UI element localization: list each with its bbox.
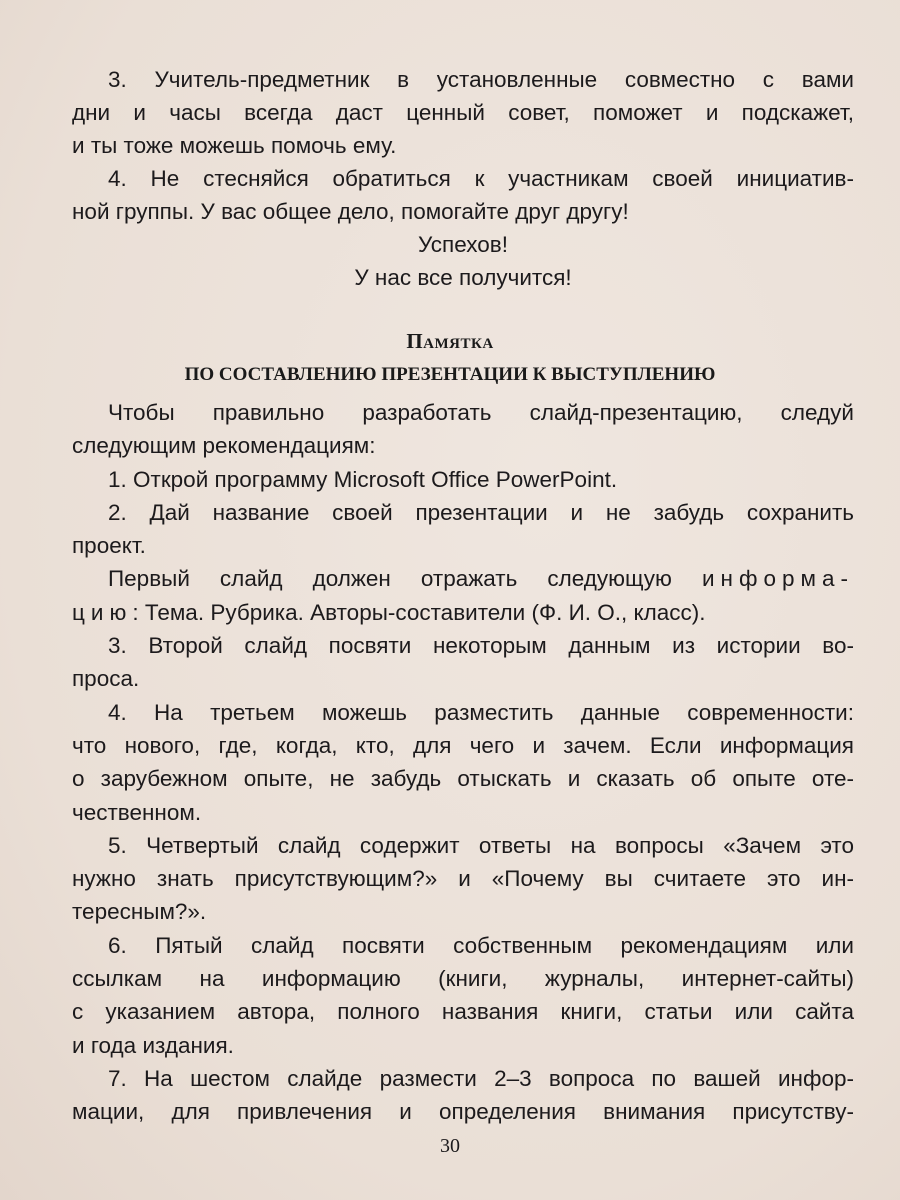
text-line bbox=[72, 63, 854, 96]
line-text: проса. bbox=[72, 666, 140, 692]
line-text: ссылкам на информацию (книги, журналы, интернет-сайты) bbox=[72, 966, 854, 992]
spaced-word: цию bbox=[72, 599, 133, 625]
line-text: 6. Пятый слайд посвяти собственным рекомендациям или bbox=[108, 932, 854, 958]
text-line bbox=[72, 261, 854, 294]
line-text: тересным?». bbox=[72, 899, 207, 925]
text-line bbox=[72, 829, 854, 862]
line-text: ной группы. У вас общее дело, помогайте друг другу! bbox=[72, 199, 629, 224]
text-line bbox=[72, 696, 854, 729]
line-text: 5. Четвертый слайд содержит ответы на вопросы «Зачем это bbox=[108, 832, 854, 858]
text-line bbox=[72, 729, 854, 762]
text-line bbox=[72, 96, 854, 129]
line-text: 3. Второй слайд посвяти некоторым данным из истории во- bbox=[108, 633, 854, 659]
text-line bbox=[72, 862, 854, 895]
line-text: дни и часы всегда даст ценный совет, поможет и подскажет, bbox=[72, 100, 854, 125]
text-line bbox=[72, 195, 854, 228]
line-text: Первый слайд должен отражать следующую bbox=[108, 566, 672, 592]
line-text: : Тема. Рубрика. Авторы-составители (Ф. И. О., класс). bbox=[132, 599, 706, 625]
line-text: 4. Не стесняйся обратиться к участникам своей инициатив- bbox=[108, 166, 854, 191]
text-line bbox=[72, 962, 854, 995]
text-line bbox=[72, 895, 854, 928]
line-text: проект. bbox=[72, 533, 146, 559]
line-text: и ты тоже можешь помочь ему. bbox=[72, 133, 397, 158]
line-text: мации, для привлечения и определения внимания присутству- bbox=[72, 1099, 854, 1125]
line-text: Чтобы правильно разработать слайд-презентацию, следуй bbox=[108, 400, 854, 425]
text-line bbox=[72, 129, 854, 162]
line-text: У нас все получится! bbox=[354, 265, 572, 290]
line-text: о зарубежном опыте, не забудь отыскать и сказать об опыте оте- bbox=[72, 766, 854, 792]
intro-text-block bbox=[72, 63, 854, 294]
text-line bbox=[72, 1029, 854, 1062]
line-text: и года издания. bbox=[72, 1032, 234, 1058]
text-line bbox=[72, 796, 854, 829]
line-text: 7. На шестом слайде размести 2–3 вопроса по вашей инфор- bbox=[108, 1065, 854, 1091]
text-line bbox=[72, 995, 854, 1028]
line-text: с указанием автора, полного названия книги, статьи или сайта bbox=[72, 999, 854, 1025]
text-line bbox=[72, 429, 854, 462]
page-number: 30 bbox=[440, 1135, 460, 1157]
text-line bbox=[72, 662, 854, 695]
text-line bbox=[72, 463, 854, 496]
line-text: нужно знать присутствующим?» и «Почему вы считаете это ин- bbox=[72, 866, 854, 892]
line-text: 2. Дай название своей презентации и не забудь сохранить bbox=[108, 499, 854, 525]
text-line bbox=[72, 1095, 854, 1128]
line-text: 3. Учитель-предметник в установленные совместно с вами bbox=[108, 67, 854, 92]
line-text: 4. На третьем можешь разместить данные современности: bbox=[108, 699, 854, 725]
line-text: 1. Открой программу Microsoft Office PowerPoint. bbox=[108, 466, 618, 492]
text-line bbox=[72, 228, 854, 261]
line-text: Успехов! bbox=[418, 232, 508, 257]
line-text: следующим рекомендациям: bbox=[72, 433, 376, 459]
text-line bbox=[72, 596, 854, 629]
memo-subtitle: ПО СОСТАВЛЕНИЮ ПРЕЗЕНТАЦИИ К ВЫСТУПЛЕНИЮ bbox=[184, 364, 716, 385]
text-line bbox=[72, 629, 854, 662]
text-line bbox=[72, 396, 854, 429]
text-line bbox=[72, 529, 854, 562]
text-line bbox=[72, 929, 854, 962]
text-line bbox=[72, 762, 854, 795]
line-text: чественном. bbox=[72, 799, 202, 825]
line-text: что нового, где, когда, кто, для чего и зачем. Если информация bbox=[72, 732, 854, 758]
spaced-word: информа- bbox=[701, 566, 854, 592]
text-line bbox=[72, 1062, 854, 1095]
text-line bbox=[72, 562, 854, 595]
text-line bbox=[72, 496, 854, 529]
text-line bbox=[72, 162, 854, 195]
memo-text-block bbox=[72, 396, 854, 1129]
memo-title: Памятка bbox=[406, 329, 494, 353]
